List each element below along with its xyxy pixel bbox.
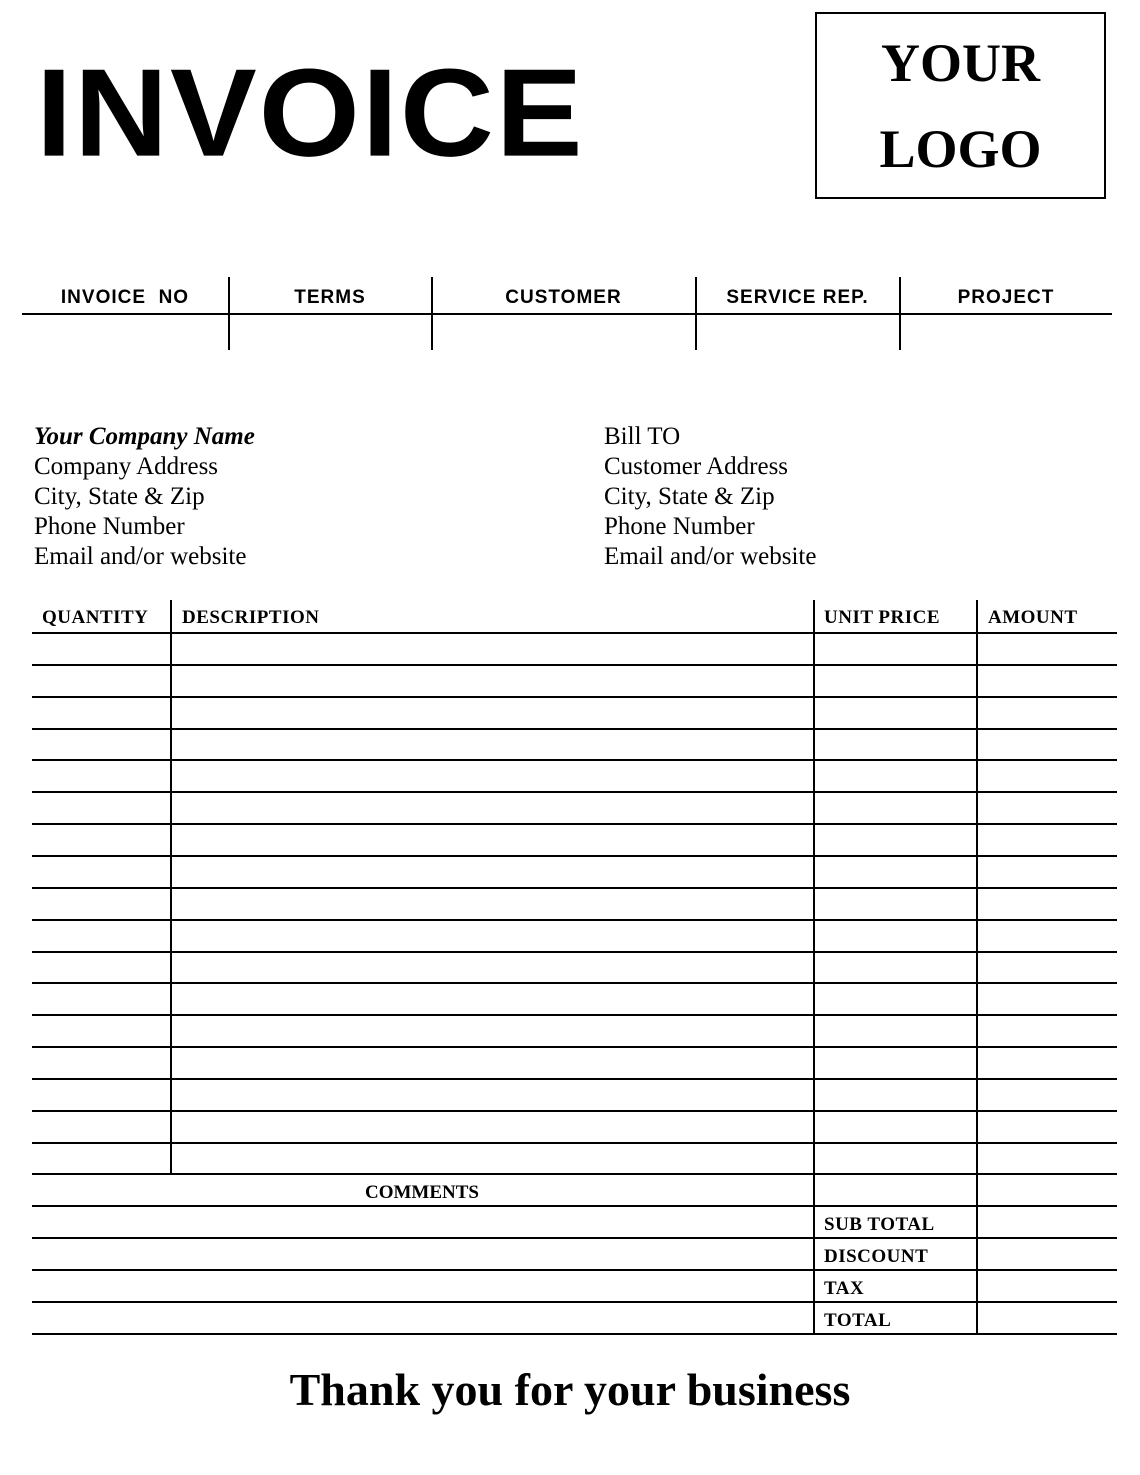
table-row-line [32, 1205, 1117, 1207]
subtotal-label: SUB TOTAL [824, 1214, 935, 1235]
comments-label: COMMENTS [365, 1182, 479, 1203]
table-row-line [32, 1269, 1117, 1271]
table-row-line [32, 919, 1117, 921]
logo-line-2: LOGO [879, 118, 1042, 179]
column-divider [813, 600, 815, 1333]
table-row-line [32, 1173, 1117, 1175]
column-divider [170, 600, 172, 1173]
table-row-line [32, 696, 1117, 698]
header-invoice-no: INVOICE NO [60, 287, 190, 308]
logo-line-1: YOUR [881, 32, 1040, 93]
company-email: Email and/or website [34, 543, 247, 570]
column-divider [976, 600, 978, 1333]
table-row-line [32, 759, 1117, 761]
table-row-line [32, 887, 1117, 889]
header-terms: TERMS [294, 287, 366, 308]
header-project: PROJECT [957, 287, 1055, 308]
customer-phone: Phone Number [604, 513, 755, 540]
col-header-quantity: QUANTITY [42, 607, 149, 628]
table-row-line [32, 1237, 1117, 1239]
table-row-line [32, 823, 1117, 825]
table-row-line [32, 1142, 1117, 1144]
table-row-line [32, 855, 1117, 857]
col-header-unit-price: UNIT PRICE [824, 607, 941, 628]
table-row-line [32, 1301, 1117, 1303]
company-city: City, State & Zip [34, 483, 205, 510]
customer-city: City, State & Zip [604, 483, 775, 510]
company-phone: Phone Number [34, 513, 185, 540]
table-row-line [32, 1014, 1117, 1016]
table-row-line [32, 1046, 1117, 1048]
invoice-title: INVOICE [36, 42, 585, 183]
company-address: Company Address [34, 453, 219, 480]
col-header-amount: AMOUNT [988, 607, 1078, 628]
bill-to-label: Bill TO [604, 423, 681, 450]
table-row-line [32, 1333, 1117, 1335]
total-label: TOTAL [824, 1310, 892, 1331]
table-row-line [32, 982, 1117, 984]
table-row-line [32, 632, 1117, 634]
header-service-rep: SERVICE REP. [726, 287, 869, 308]
table-row-line [32, 1078, 1117, 1080]
customer-email: Email and/or website [604, 543, 817, 570]
header-customer: CUSTOMER [505, 287, 622, 308]
thank-you-message: Thank you for your business [289, 1364, 851, 1415]
tax-label: TAX [824, 1278, 865, 1299]
table-row-line [32, 791, 1117, 793]
discount-label: DISCOUNT [824, 1246, 929, 1267]
table-row-line [32, 951, 1117, 953]
company-name: Your Company Name [34, 423, 255, 450]
table-row-line [32, 664, 1117, 666]
table-row-line [32, 1110, 1117, 1112]
col-header-description: DESCRIPTION [182, 607, 320, 628]
table-row-line [32, 728, 1117, 730]
customer-address: Customer Address [604, 453, 789, 480]
